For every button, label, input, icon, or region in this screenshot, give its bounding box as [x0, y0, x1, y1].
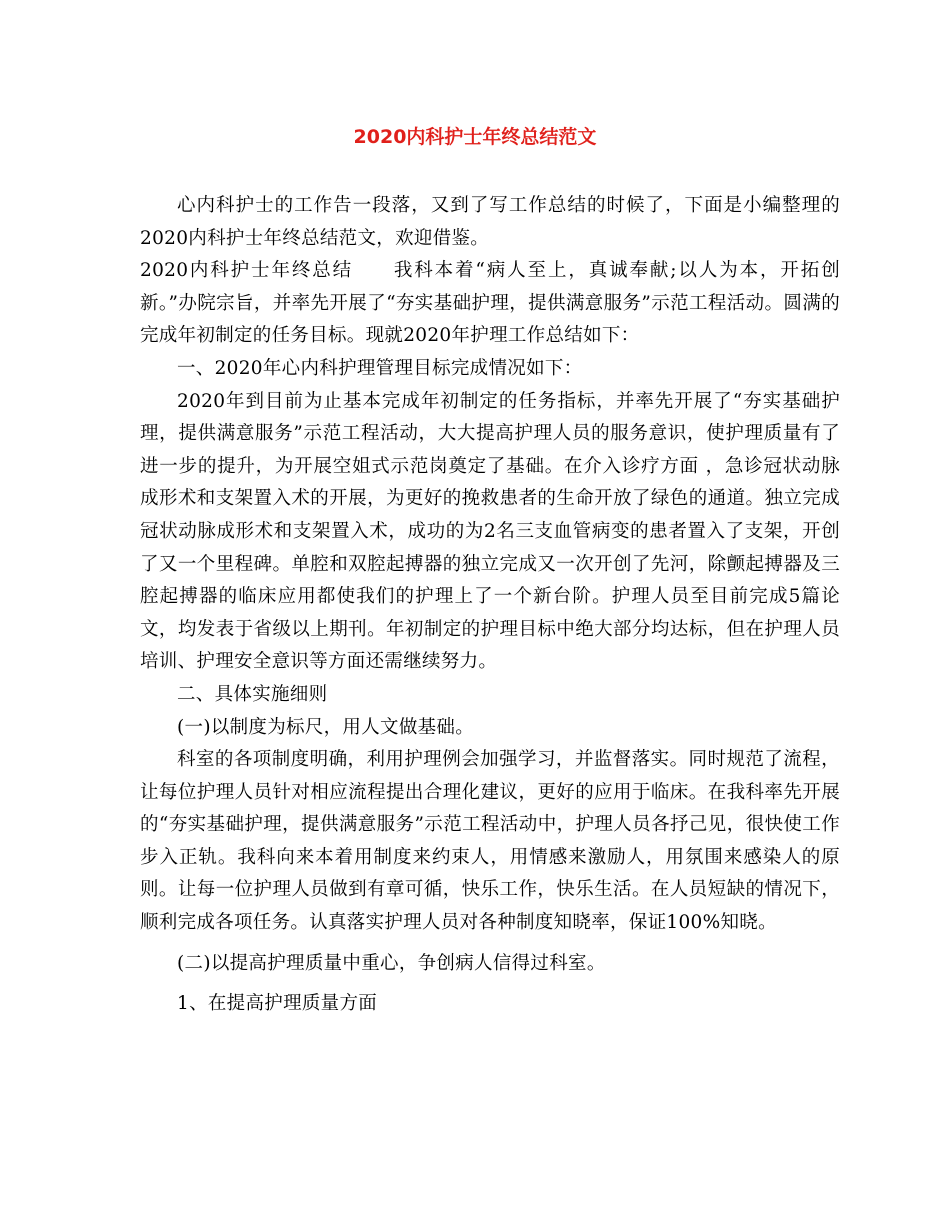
subsection-heading-2: (二)以提高护理质量中重心，争创病人信得过科室。 [177, 952, 606, 974]
paragraph-summary-opening: 2020内科护士年终总结 我科本着“病人至上，真诚奉献;以人为本，开拓创新。”办院宗旨，并率先开展了“夯实基础护理，提供满意服务”示范工程活动。圆满的完成年初制定的任务目标。现就2020年护理工作总结如下： [140, 260, 840, 347]
item-heading-1: 1、在提高护理质量方面 [177, 993, 378, 1015]
paragraph-system-rules: 科室的各项制度明确，利用护理例会加强学习，并监督落实。同时规范了流程，让每位护理人员针对相应流程提出合理化建议，更好的应用于临床。在我科率先开展的“夯实基础护理，提供满意服务”示范工程活动中，护理人员各抒己见，很快使工作步入正轨。我科向来本着用制度来约束人，用情感来激励人，用氛围来感染人的原则。让每一位护理人员做到有章可循，快乐工作，快乐生活。在人员短缺的情况下，顺利完成各项任务。认真落实护理人员对各种制度知晓率，保证100%知晓。 [140, 749, 840, 934]
section-heading-2: 二、具体实施细则 [177, 683, 328, 705]
subsection-heading-1: (一)以制度为标尺，用人文做基础。 [177, 716, 475, 738]
paragraph-goal-completion: 2020年到目前为止基本完成年初制定的任务指标，并率先开展了“夯实基础护理，提供满意服务”示范工程活动，大大提高护理人员的服务意识，使护理质量有了进一步的提升，为开展空姐式示范岗奠定了基础。在介入诊疗方面 ，急诊冠状动脉成形术和支架置入术的开展，为更好的挽救患者的生命开放了绿色的通道。独立完成冠状动脉成形术和支架置入术，成功的为2名三支血管病变的患者置入了支架，开创了又一个里程碑。单腔和双腔起搏器的独立完成又一次开创了先河，除颤起搏器及三腔起搏器的临床应用都使我们的护理上了一个新台阶。护理人员至目前完成5篇论文，均发表于省级以上期刊。年初制定的护理目标中绝大部分均达标，但在护理人员培训、护理安全意识等方面还需继续努力。 [140, 390, 840, 673]
document-title: 2020内科护士年终总结范文 [353, 126, 597, 148]
section-heading-1: 一、2020年心内科护理管理目标完成情况如下： [177, 357, 583, 379]
document-body [140, 190, 840, 1021]
paragraph-intro: 心内科护士的工作告一段落，又到了写工作总结的时候了，下面是小编整理的2020内科护士年终总结范文，欢迎借鉴。 [140, 195, 840, 249]
